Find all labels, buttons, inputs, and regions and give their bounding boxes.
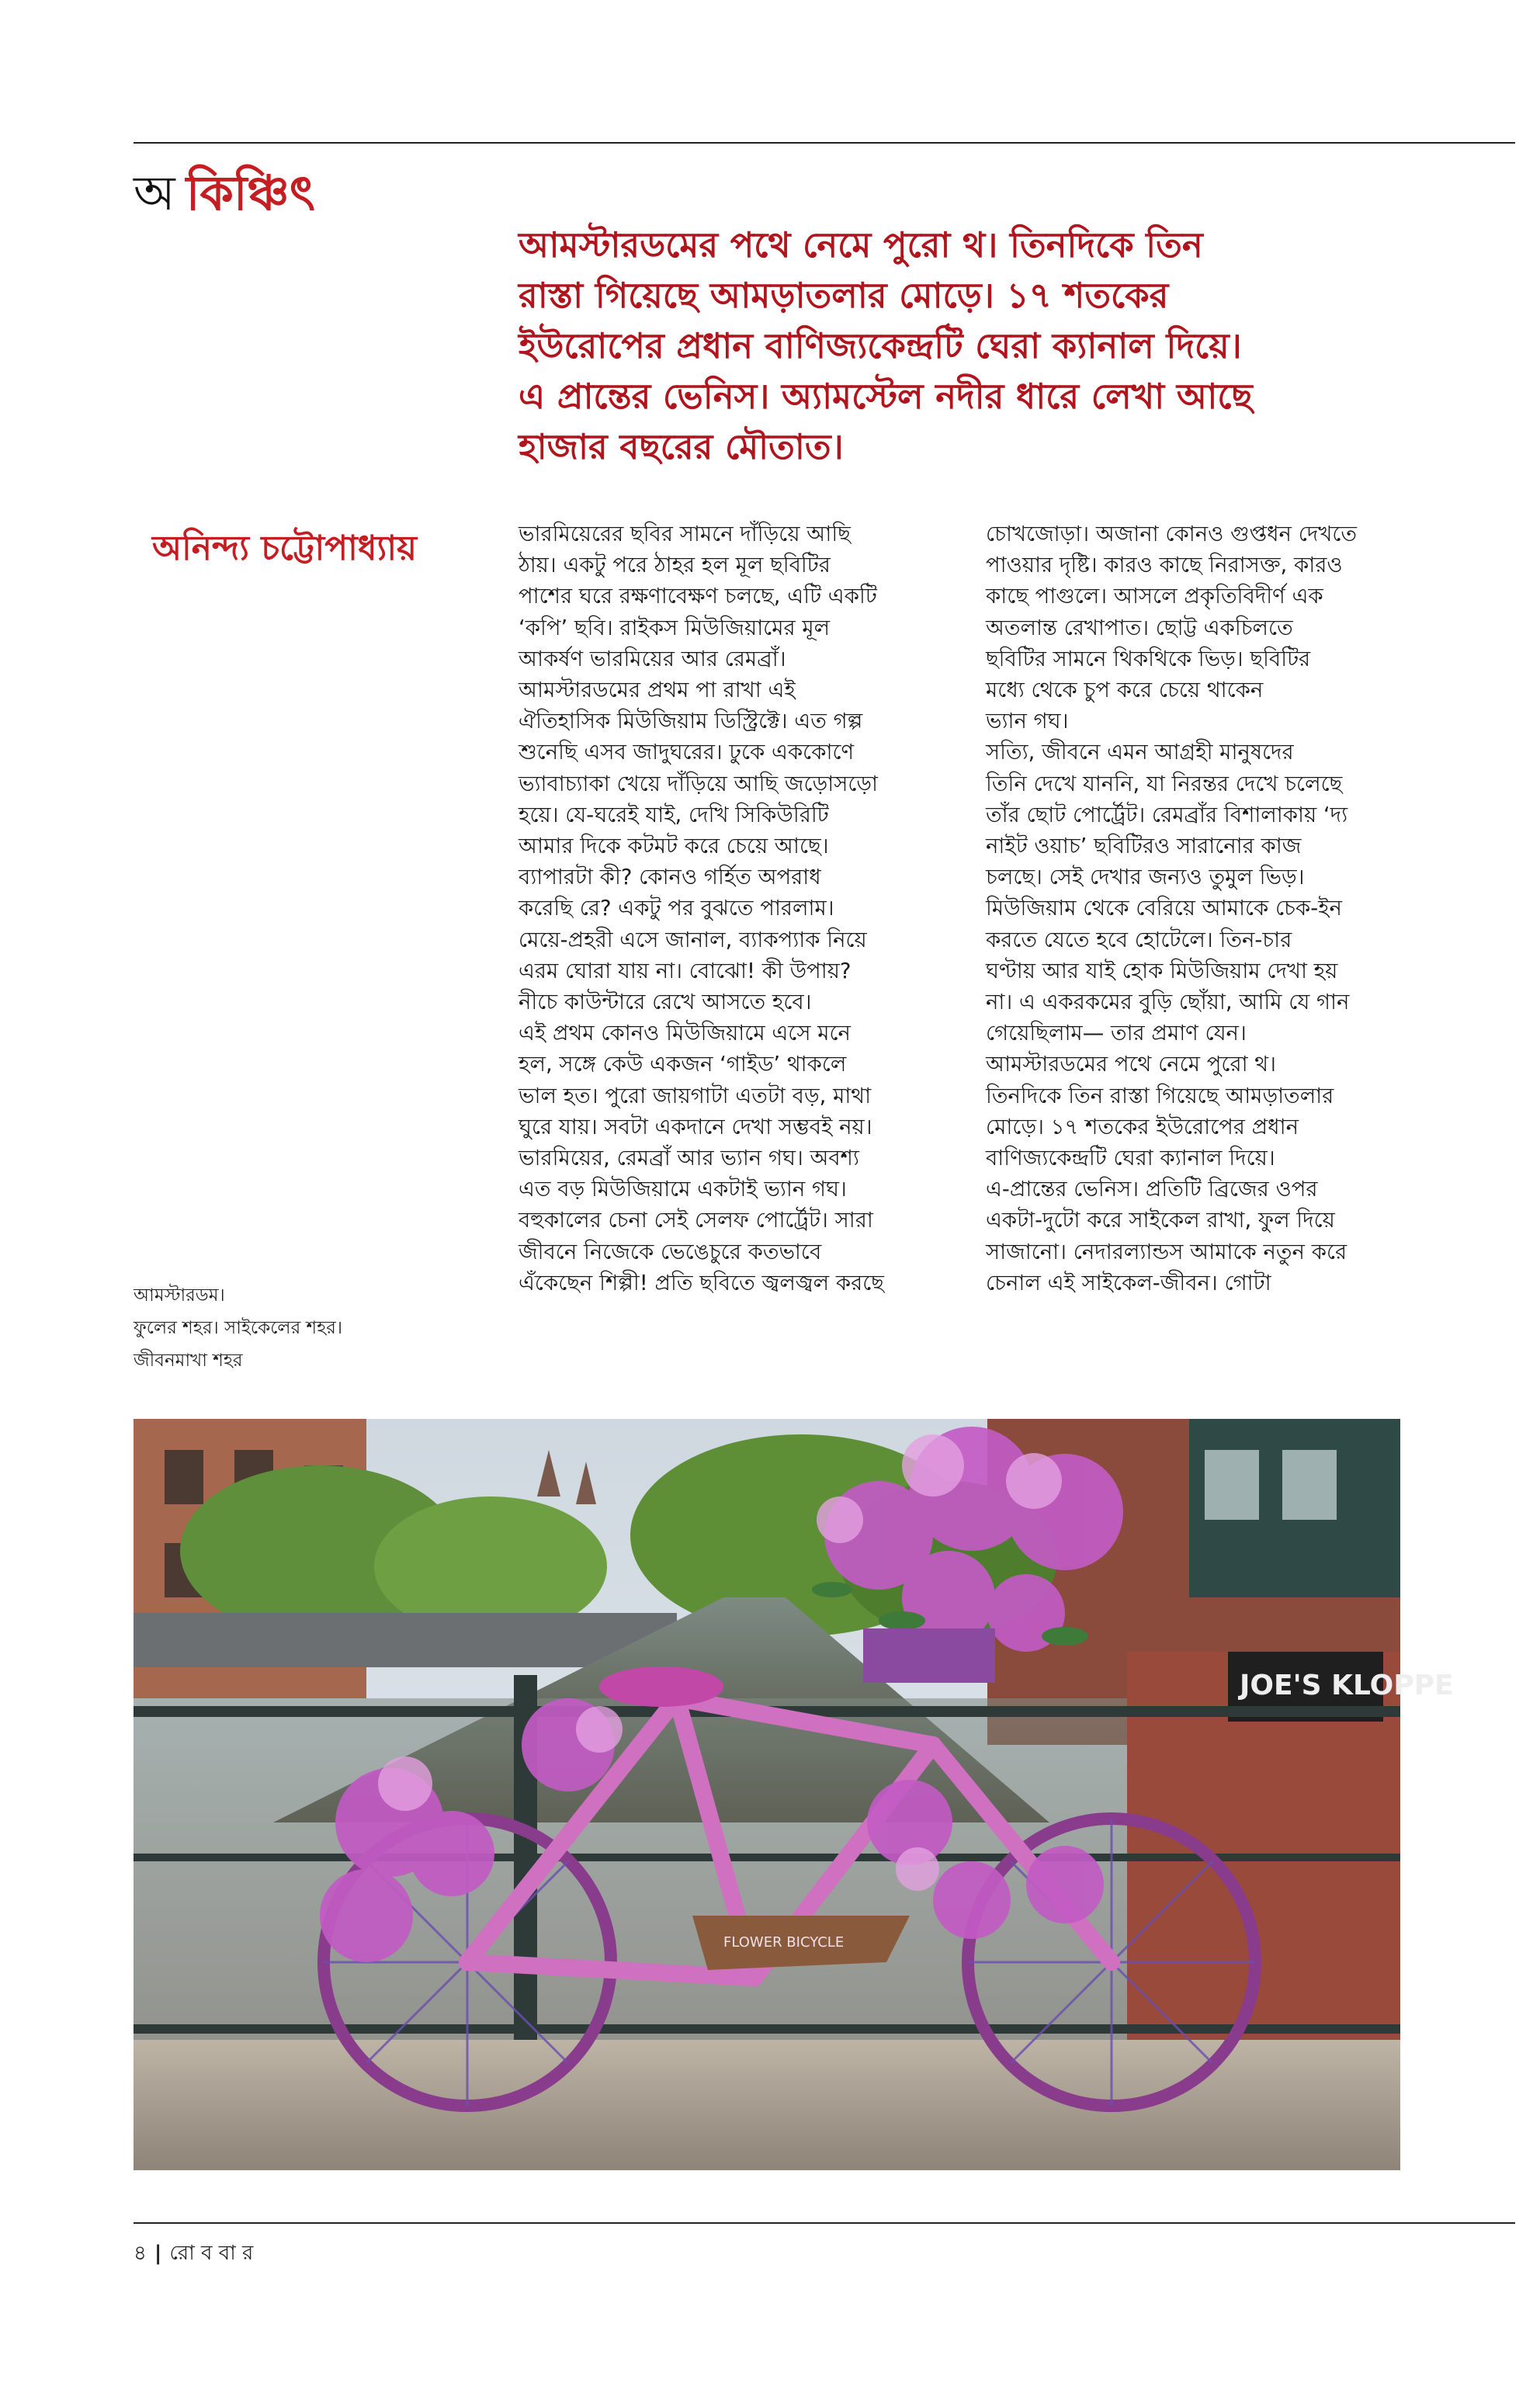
body-text-line: এরম ঘোরা যায় না। বোঝো! কী উপায়? <box>519 958 852 983</box>
body-text-line: এ-প্রান্তের ভেনিস। প্রতিটি ব্রিজের ওপর <box>986 1177 1318 1202</box>
body-text-line: হয়ে। যে-ঘরেই যাই, দেখি সিকিউরিটি <box>519 802 829 827</box>
body-text-line: আমার দিকে কটমট করে চেয়ে আছে। <box>519 834 829 859</box>
standfirst-line: রাস্তা গিয়েছে আমড়াতলার মোড়ে। ১৭ শতকের <box>519 275 1169 316</box>
section-name: কিঞ্চিৎ <box>186 165 315 221</box>
body-text-line: ভ্যাবাচ্যাকা খেয়ে দাঁড়িয়ে আছি জড়োসড়ো <box>519 771 879 796</box>
body-text-line: সত্যি, জীবনে এমন আগ্রহী মানুষদের <box>986 740 1294 765</box>
body-text-line: ঘণ্টায় আর যাই হোক মিউজিয়াম দেখা হয় <box>986 958 1338 983</box>
standfirst-line: ইউরোপের প্রধান বাণিজ্যকেন্দ্রটি ঘেরা ক্যানাল দিয়ে। <box>519 325 1242 366</box>
article-column-2 <box>986 518 1405 1299</box>
body-text-line: করতে যেতে হবে হোটেলে। তিন-চার <box>986 927 1292 952</box>
body-text-line: ব্যাপারটা কী? কোনও গর্হিত অপরাধ <box>519 865 821 890</box>
body-text-line: একটা-দুটো করে সাইকেল রাখা, ফুল দিয়ে <box>986 1208 1335 1233</box>
body-text-line: শুনেছি এসব জাদুঘরের। ঢুকে এককোণে <box>519 740 855 765</box>
body-text-line: তিনদিকে তিন রাস্তা গিয়েছে আমড়াতলার <box>986 1083 1334 1108</box>
body-text-line: পাশের ঘরে রক্ষণাবেক্ষণ চলছে, এটি একটি <box>519 584 877 609</box>
body-text-line: ভাল হত। পুরো জায়গাটা এতটা বড়, মাথা <box>519 1083 872 1108</box>
body-text-line: তিনি দেখে যাননি, যা নিরন্তর দেখে চলেছে <box>986 771 1343 796</box>
folio-separator: | <box>154 2242 162 2265</box>
body-text-line: আমস্টারডমের প্রথম পা রাখা এই <box>519 678 796 703</box>
section-title <box>134 165 315 221</box>
page-folio <box>134 2237 253 2271</box>
standfirst-line: এ প্রান্তের ভেনিস। অ্যামস্টেল নদীর ধারে লেখা আছে <box>519 376 1253 417</box>
body-text-line: ছবিটির সামনে থিকথিকে ভিড়। ছবিটির <box>986 646 1311 671</box>
body-text-line: এত বড় মিউজিয়ামে একটাই ভ্যান গঘ। <box>519 1177 847 1202</box>
standfirst-line: আমস্টারডমের পথে নেমে পুরো থ। তিনদিকে তিন <box>519 224 1203 265</box>
top-rule <box>134 142 1515 144</box>
body-text-line: গেয়েছিলাম— তার প্রমাণ যেন। <box>986 1021 1247 1046</box>
body-text-line: ভারমিয়ের, রেমব্রাঁ আর ভ্যান গঘ। অবশ্য <box>519 1146 859 1171</box>
body-text-line: ‘কপি’ ছবি। রাইকস মিউজিয়ামের মূল <box>519 615 831 640</box>
body-text-line: আমস্টারডমের পথে নেমে পুরো থ। <box>986 1052 1276 1077</box>
body-text-line: এই প্রথম কোনও মিউজিয়ামে এসে মনে <box>519 1021 851 1046</box>
magazine-name: রো ব বা র <box>169 2242 254 2265</box>
body-text-line: নাইট ওয়াচ’ ছবিটিরও সারানোর কাজ <box>986 834 1302 859</box>
body-text-line: সাজানো। নেদারল্যান্ডস আমাকে নতুন করে <box>986 1239 1348 1264</box>
body-text-line: তাঁর ছোট পোর্ট্রেট। রেমব্রাঁর বিশালাকায় ‘দ্য <box>986 802 1348 827</box>
caption-line: ফুলের শহর। সাইকেলের শহর। <box>134 1318 343 1338</box>
author-byline: অনিন্দ্য চট্টোপাধ্যায় <box>152 529 417 568</box>
page-number: ৪ <box>134 2242 147 2265</box>
bottom-rule <box>134 2222 1515 2224</box>
body-text-line: ভ্যান গঘ। <box>986 709 1069 734</box>
caption-line: আমস্টারডম। <box>134 1285 225 1306</box>
body-text-line: না। এ একরকমের বুড়ি ছোঁয়া, আমি যে গান <box>986 990 1350 1015</box>
body-text-line: ভারমিয়েরের ছবির সামনে দাঁড়িয়ে আছি <box>519 522 851 546</box>
body-text-line: মোড়ে। ১৭ শতকের ইউরোপের প্রধান <box>986 1114 1299 1139</box>
caption-line: জীবনমাখা শহর <box>134 1351 243 1371</box>
body-text-line: ঘুরে যায়। সবটা একদানে দেখা সম্ভবই নয়। <box>519 1114 872 1139</box>
body-text-line: বহুকালের চেনা সেই সেলফ পোর্ট্রেট। সারা <box>519 1208 873 1233</box>
body-text-line: ঠায়। একটু পরে ঠাহর হল মূল ছবিটির <box>519 553 831 578</box>
body-text-line: নীচে কাউন্টারে রেখে আসতে হবে। <box>519 990 812 1015</box>
body-text-line: চোখজোড়া। অজানা কোনও গুপ্তধন দেখতে <box>986 522 1358 546</box>
body-text-line: মিউজিয়াম থেকে বেরিয়ে আমাকে চেক-ইন <box>986 896 1342 921</box>
body-text-line: চেনাল এই সাইকেল-জীবন। গোটা <box>986 1270 1271 1295</box>
section-prefix: অ <box>134 165 175 221</box>
body-text-line: জীবনে নিজেকে ভেঙেচুরে কতভাবে <box>519 1239 822 1264</box>
body-text-line: করেছি রে? একটু পর বুঝতে পারলাম। <box>519 896 834 921</box>
shop-sign: JOE'S KLOPPE <box>1240 1670 1454 1701</box>
body-text-line: অতলান্ত রেখাপাত। ছোট্ট একচিলতে <box>986 615 1293 640</box>
body-text-line: পাওয়ার দৃষ্টি। কারও কাছে নিরাসক্ত, কারও <box>986 553 1343 578</box>
body-text-line: মেয়ে-প্রহরী এসে জানাল, ব্যাকপ্যাক নিয়ে <box>519 927 867 952</box>
canal-bicycle-photo <box>134 1419 1454 2170</box>
body-text-line: কাছে পাগুলে। আসলে প্রকৃতিবিদীর্ণ এক <box>986 584 1323 609</box>
body-text-line: হল, সঙ্গে কেউ একজন ‘গাইড’ থাকলে <box>519 1052 847 1077</box>
body-text-line: চলছে। সেই দেখার জন্যও তুমুল ভিড়। <box>986 865 1305 890</box>
standfirst <box>519 220 1396 472</box>
body-text-line: ঐতিহাসিক মিউজিয়াম ডিস্ট্রিক্টে। এত গল্প <box>519 709 863 734</box>
body-text-line: বাণিজ্যকেন্দ্রটি ঘেরা ক্যানাল দিয়ে। <box>986 1146 1275 1171</box>
body-text-line: আকর্ষণ ভারমিয়ের আর রেমব্রাঁ। <box>519 646 786 671</box>
standfirst-line: হাজার বছরের মৌতাত। <box>519 426 844 467</box>
photo-caption <box>134 1279 342 1377</box>
body-text-line: এঁকেছেন শিল্পী! প্রতি ছবিতে জ্বলজ্বল করছে <box>519 1270 884 1295</box>
body-text-line: মধ্যে থেকে চুপ করে চেয়ে থাকেন <box>986 678 1264 703</box>
article-column-1 <box>519 518 922 1299</box>
chain-guard-label: FLOWER BICYCLE <box>723 1934 845 1951</box>
